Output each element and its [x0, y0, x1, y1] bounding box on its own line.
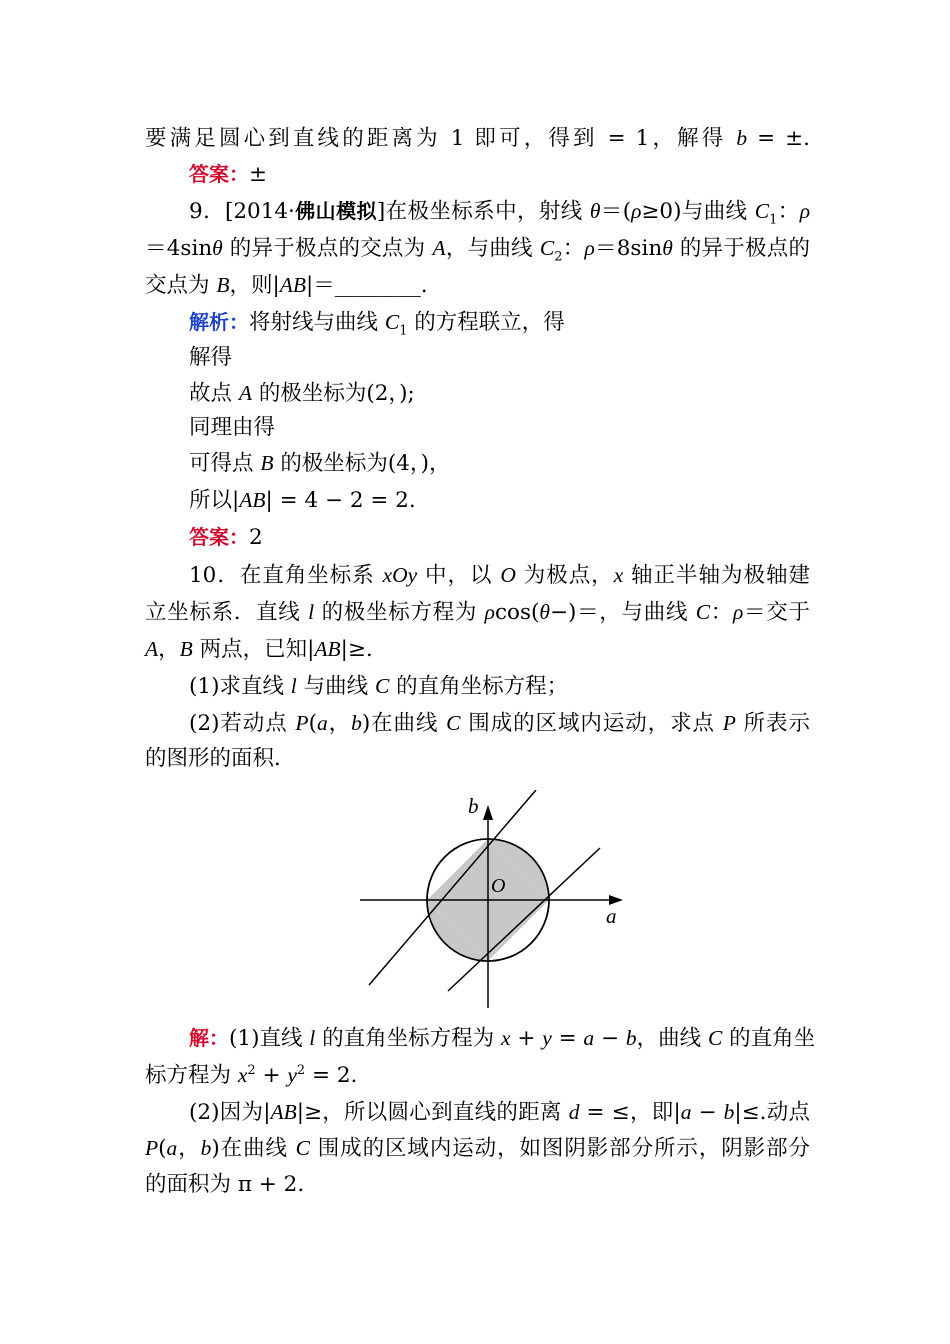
- b-axis-arrow: [483, 805, 493, 820]
- solution-line: 所以|AB| = 4 − 2 = 2.: [189, 488, 416, 513]
- question-9-line: 9．[2014·佛山模拟]在极坐标系中，射线 θ＝(ρ≥0)与曲线 $C_1$：ρ: [189, 199, 811, 228]
- answer-label: 答案：: [189, 162, 249, 186]
- answer-line: 答案：2: [189, 525, 263, 550]
- question-10-part-2: 的图形的面积．: [145, 746, 296, 771]
- solution-line: 解析：将射线与曲线 $C_1$ 的方程联立，得: [189, 310, 565, 339]
- question-10-line: 立坐标系．直线 l 的极坐标方程为 ρcos(θ−)＝，与曲线 C：ρ＝交于: [145, 600, 810, 625]
- solution-line: 解得: [189, 345, 233, 370]
- question-10-line: 10．在直角坐标系 xOy 中，以 O 为极点，x 轴正半轴为极轴建: [189, 563, 810, 588]
- solution-10-line: 解：(1)直线 l 的直角坐标方程为 x + y = a − b，曲线 C 的直角坐: [189, 1026, 816, 1051]
- question-10-part-1: (1)求直线 l 与曲线 C 的直角坐标方程；: [189, 674, 569, 699]
- b-axis-label: b: [468, 794, 479, 818]
- solution-line: 同理由得: [189, 415, 276, 440]
- question-10-line: A，B 两点，已知|AB|≥.: [145, 637, 373, 662]
- origin-label: O: [491, 875, 506, 897]
- question-9-line: ＝4sinθ 的异于极点的交点为 A，与曲线 $C_2$：ρ＝8sinθ 的异于极点的: [145, 236, 810, 265]
- answer-line: 答案：±: [189, 162, 268, 187]
- solution-line: 可得点 B 的极坐标为(4，)，: [189, 451, 451, 476]
- circle-region-figure: [355, 790, 635, 1015]
- solution-10-line: 标方程为 $x^2 + y^2 = 2$.: [145, 1062, 358, 1088]
- a-axis-label: a: [606, 904, 617, 928]
- solution-10-line: 的面积为 π + 2.: [145, 1172, 305, 1197]
- answer-label: 答案：: [189, 525, 249, 549]
- question-10-part-2: (2)若动点 P(a，b)在曲线 C 围成的区域内运动，求点 P 所表示: [189, 711, 810, 736]
- solution-line: 故点 A 的极坐标为(2，);: [189, 381, 415, 406]
- text-line: 要满足圆心到直线的距离为 1 即可，得到 = 1，解得 b = ±.: [145, 126, 810, 151]
- solution-label: 解：: [189, 1026, 229, 1050]
- question-9-line: 交点为 B，则|AB|＝________.: [145, 273, 428, 298]
- solution-label: 解析：: [189, 310, 249, 334]
- solution-10-line: P(a，b)在曲线 C 围成的区域内运动，如图阴影部分所示，阴影部分: [145, 1136, 810, 1161]
- solution-10-line: (2)因为|AB|≥，所以圆心到直线的距离 d = ≤，即|a − b|≤.动点: [189, 1100, 811, 1125]
